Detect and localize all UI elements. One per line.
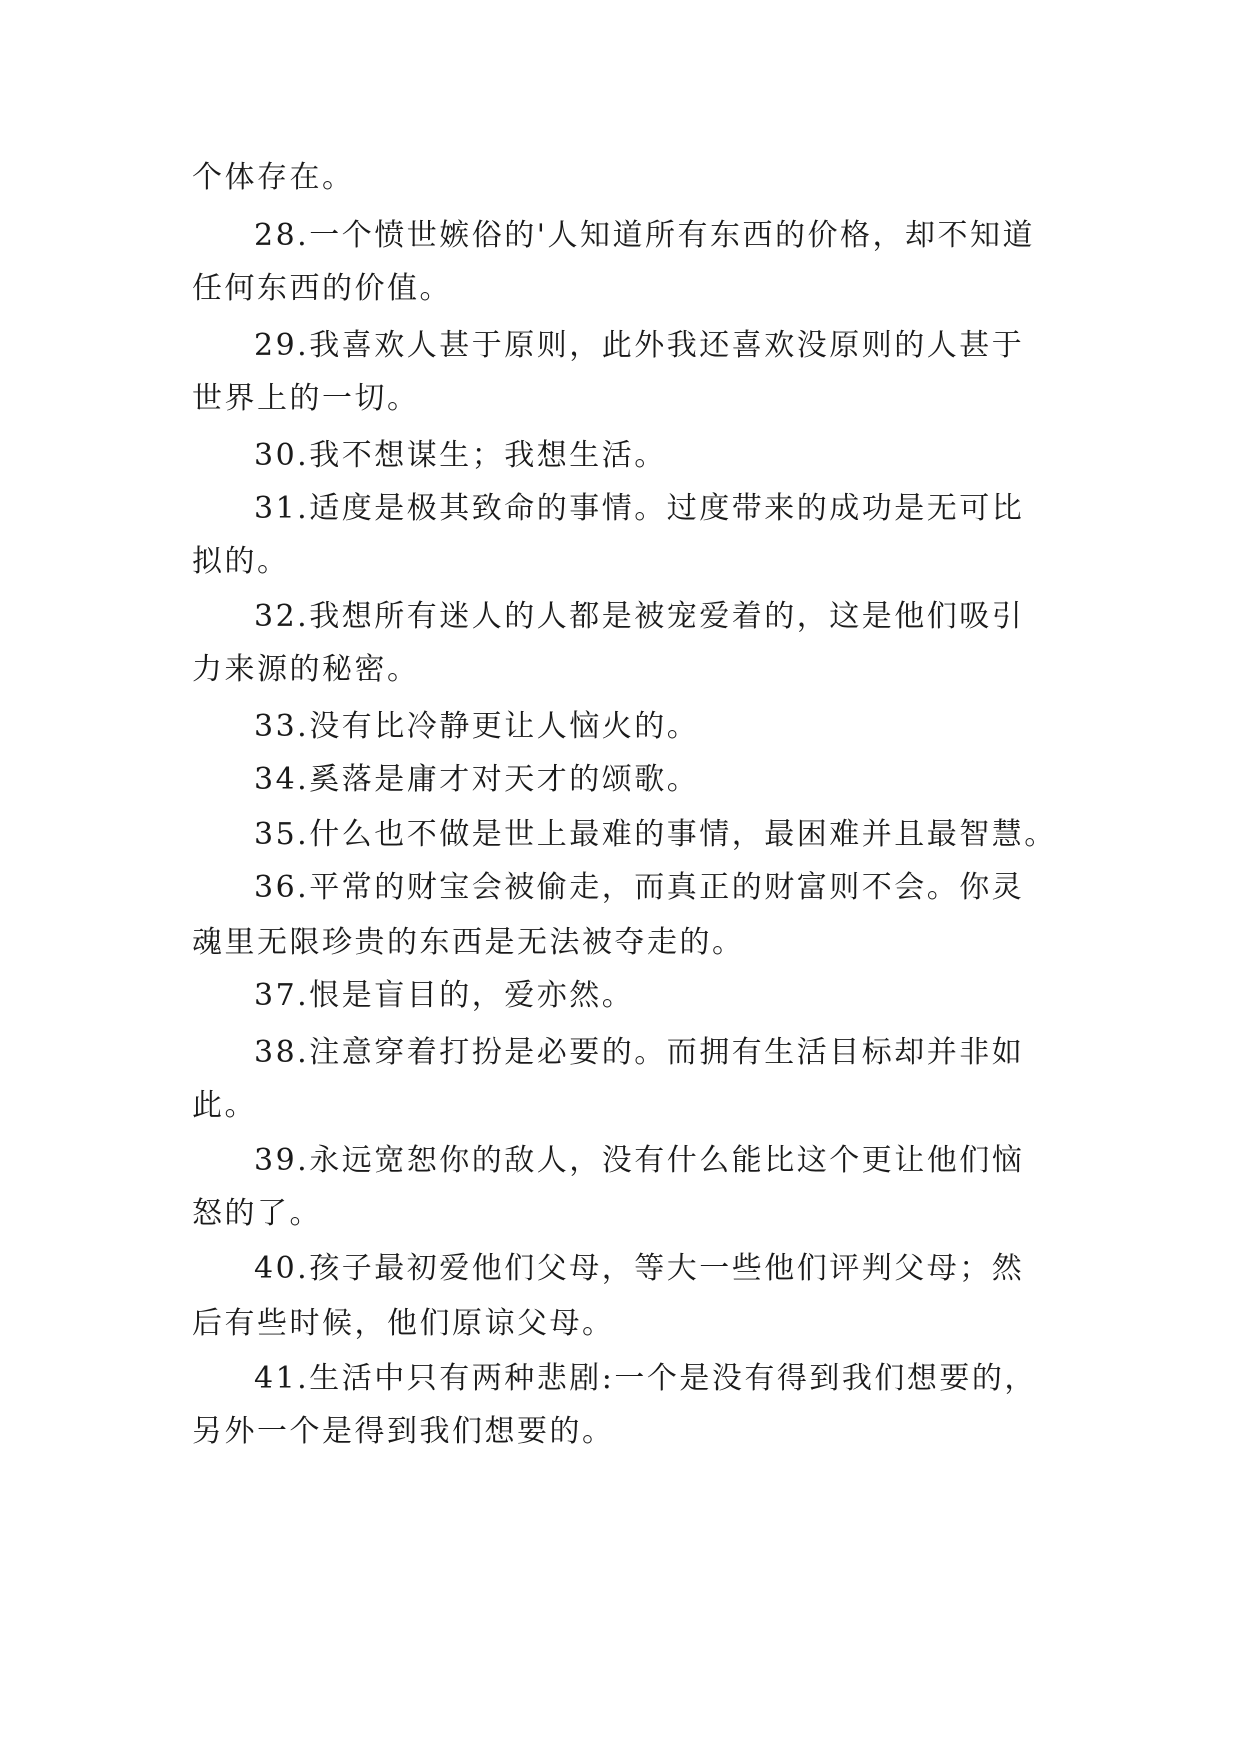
quote-40-line-2: 后有些时候，他们原谅父母。 bbox=[192, 1306, 615, 1341]
quote-39-line-1: 39.永远宽恕你的敌人，没有什么能比这个更让他们恼 bbox=[254, 1143, 1025, 1178]
quote-34-line-1: 34.奚落是庸才对天才的颂歌。 bbox=[254, 762, 700, 797]
quote-36-line-1: 36.平常的财宝会被偷走，而真正的财富则不会。你灵 bbox=[254, 870, 1025, 905]
quote-41-line-2: 另外一个是得到我们想要的。 bbox=[192, 1414, 615, 1449]
quote-28-line-1: 28.一个愤世嫉俗的'人知道所有东西的价格，却不知道 bbox=[254, 218, 1035, 253]
quote-32-line-1: 32.我想所有迷人的人都是被宠爱着的，这是他们吸引 bbox=[254, 599, 1025, 634]
quote-30-line-1: 30.我不想谋生；我想生活。 bbox=[254, 438, 667, 473]
quote-40-line-1: 40.孩子最初爱他们父母，等大一些他们评判父母；然 bbox=[254, 1251, 1025, 1286]
quote-33-line-1: 33.没有比冷静更让人恼火的。 bbox=[254, 709, 700, 744]
quote-31-line-1: 31.适度是极其致命的事情。过度带来的成功是无可比 bbox=[254, 491, 1025, 526]
quote-36-line-2: 魂里无限珍贵的东西是无法被夺走的。 bbox=[192, 925, 745, 960]
quote-28-line-2: 任何东西的价值。 bbox=[192, 271, 452, 306]
quote-35-line-1: 35.什么也不做是世上最难的事情，最困难并且最智慧。 bbox=[254, 817, 1057, 852]
quote-29-line-1: 29.我喜欢人甚于原则，此外我还喜欢没原则的人甚于 bbox=[254, 328, 1025, 363]
quote-39-line-2: 怒的了。 bbox=[192, 1196, 322, 1231]
quote-37-line-1: 37.恨是盲目的，爱亦然。 bbox=[254, 978, 635, 1013]
quote-31-line-2: 拟的。 bbox=[192, 544, 290, 579]
text-line: 个体存在。 bbox=[192, 160, 355, 195]
quote-32-line-2: 力来源的秘密。 bbox=[192, 652, 420, 687]
quote-38-line-2: 此。 bbox=[192, 1088, 257, 1123]
quote-29-line-2: 世界上的一切。 bbox=[192, 381, 420, 416]
quote-38-line-1: 38.注意穿着打扮是必要的。而拥有生活目标却并非如 bbox=[254, 1035, 1025, 1070]
quote-41-line-1: 41.生活中只有两种悲剧:一个是没有得到我们想要的， bbox=[254, 1361, 1037, 1396]
